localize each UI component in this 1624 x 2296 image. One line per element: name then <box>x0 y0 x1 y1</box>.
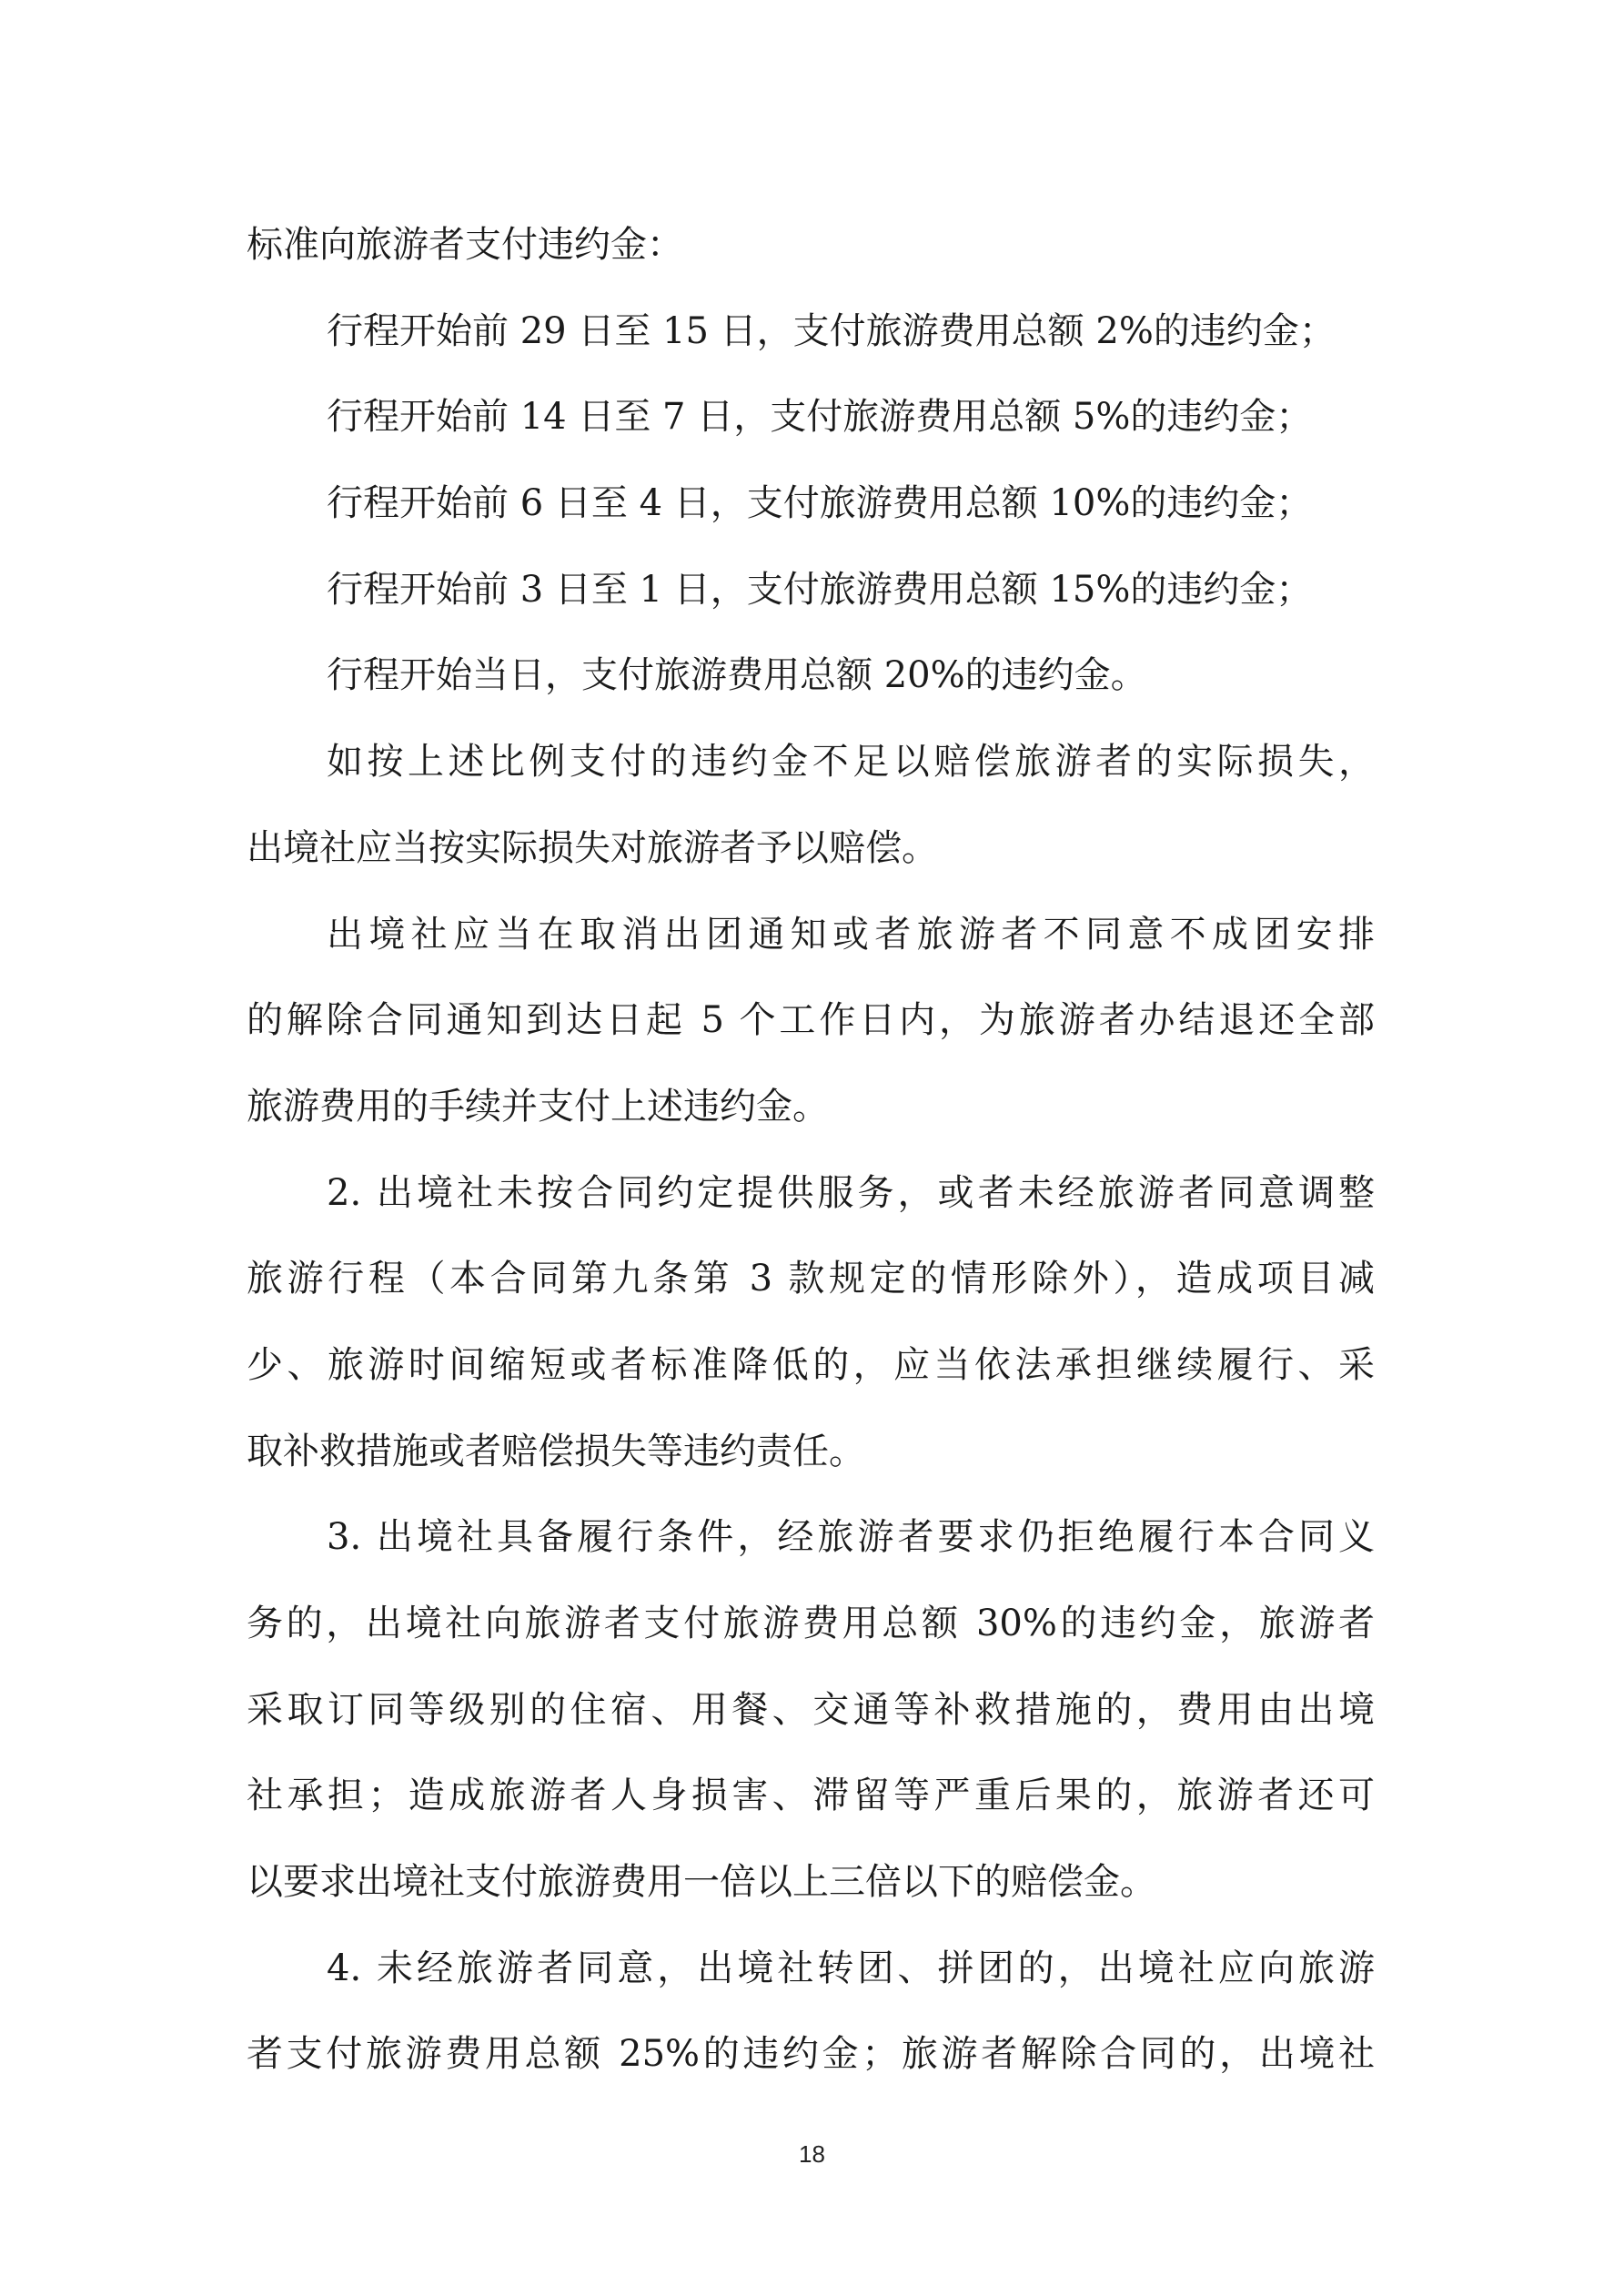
text-line: 行程开始当日，支付旅游费用总额 20%的违约金。 <box>327 654 1147 697</box>
text-line: 如按上述比例支付的违约金不足以赔偿旅游者的实际损失， <box>327 741 1375 784</box>
text-line: 出境社应当按实际损失对旅游者予以赔偿。 <box>247 826 938 869</box>
body-text <box>247 202 1375 2098</box>
text-line: 务的，出境社向旅游者支付旅游费用总额 30%的违约金，旅游者 <box>247 1603 1375 1644</box>
text-line: 以要求出境社支付旅游费用一倍以上三倍以下的赔偿金。 <box>247 1861 1156 1904</box>
text-line: 行程开始前 14 日至 7 日，支付旅游费用总额 5%的违约金； <box>327 396 1313 439</box>
text-line: 社承担；造成旅游者人身损害、滞留等严重后果的，旅游者还可 <box>247 1775 1375 1817</box>
text-line: 的解除合同通知到达日起 5 个工作日内，为旅游者办结退还全部 <box>247 999 1375 1042</box>
text-line: 行程开始前 6 日至 4 日，支付旅游费用总额 10%的违约金； <box>327 482 1313 525</box>
text-line: 取补救措施或者赔偿损失等违约责任。 <box>247 1430 865 1472</box>
text-line: 旅游行程（本合同第九条第 3 款规定的情形除外），造成项目减 <box>247 1258 1375 1300</box>
text-line: 旅游费用的手续并支付上述违约金。 <box>247 1085 829 1128</box>
text-line: 者支付旅游费用总额 25%的违约金；旅游者解除合同的，出境社 <box>247 2033 1375 2076</box>
page-number: 18 <box>799 2140 825 2168</box>
text-line: 采取订同等级别的住宿、用餐、交通等补救措施的，费用由出境 <box>247 1688 1375 1731</box>
text-line: 标准向旅游者支付违约金： <box>247 224 683 266</box>
text-line: 少、旅游时间缩短或者标准降低的，应当依法承担继续履行、采 <box>247 1343 1375 1386</box>
text-line: 4. 未经旅游者同意，出境社转团、拼团的，出境社应向旅游 <box>327 1947 1375 1989</box>
text-line: 出境社应当在取消出团通知或者旅游者不同意不成团安排 <box>327 913 1375 956</box>
text-line: 2. 出境社未按合同约定提供服务，或者未经旅游者同意调整 <box>327 1171 1375 1214</box>
text-line: 行程开始前 3 日至 1 日，支付旅游费用总额 15%的违约金； <box>327 568 1313 611</box>
text-line: 3. 出境社具备履行条件，经旅游者要求仍拒绝履行本合同义 <box>327 1516 1375 1559</box>
text-line: 行程开始前 29 日至 15 日，支付旅游费用总额 2%的违约金； <box>327 309 1336 352</box>
